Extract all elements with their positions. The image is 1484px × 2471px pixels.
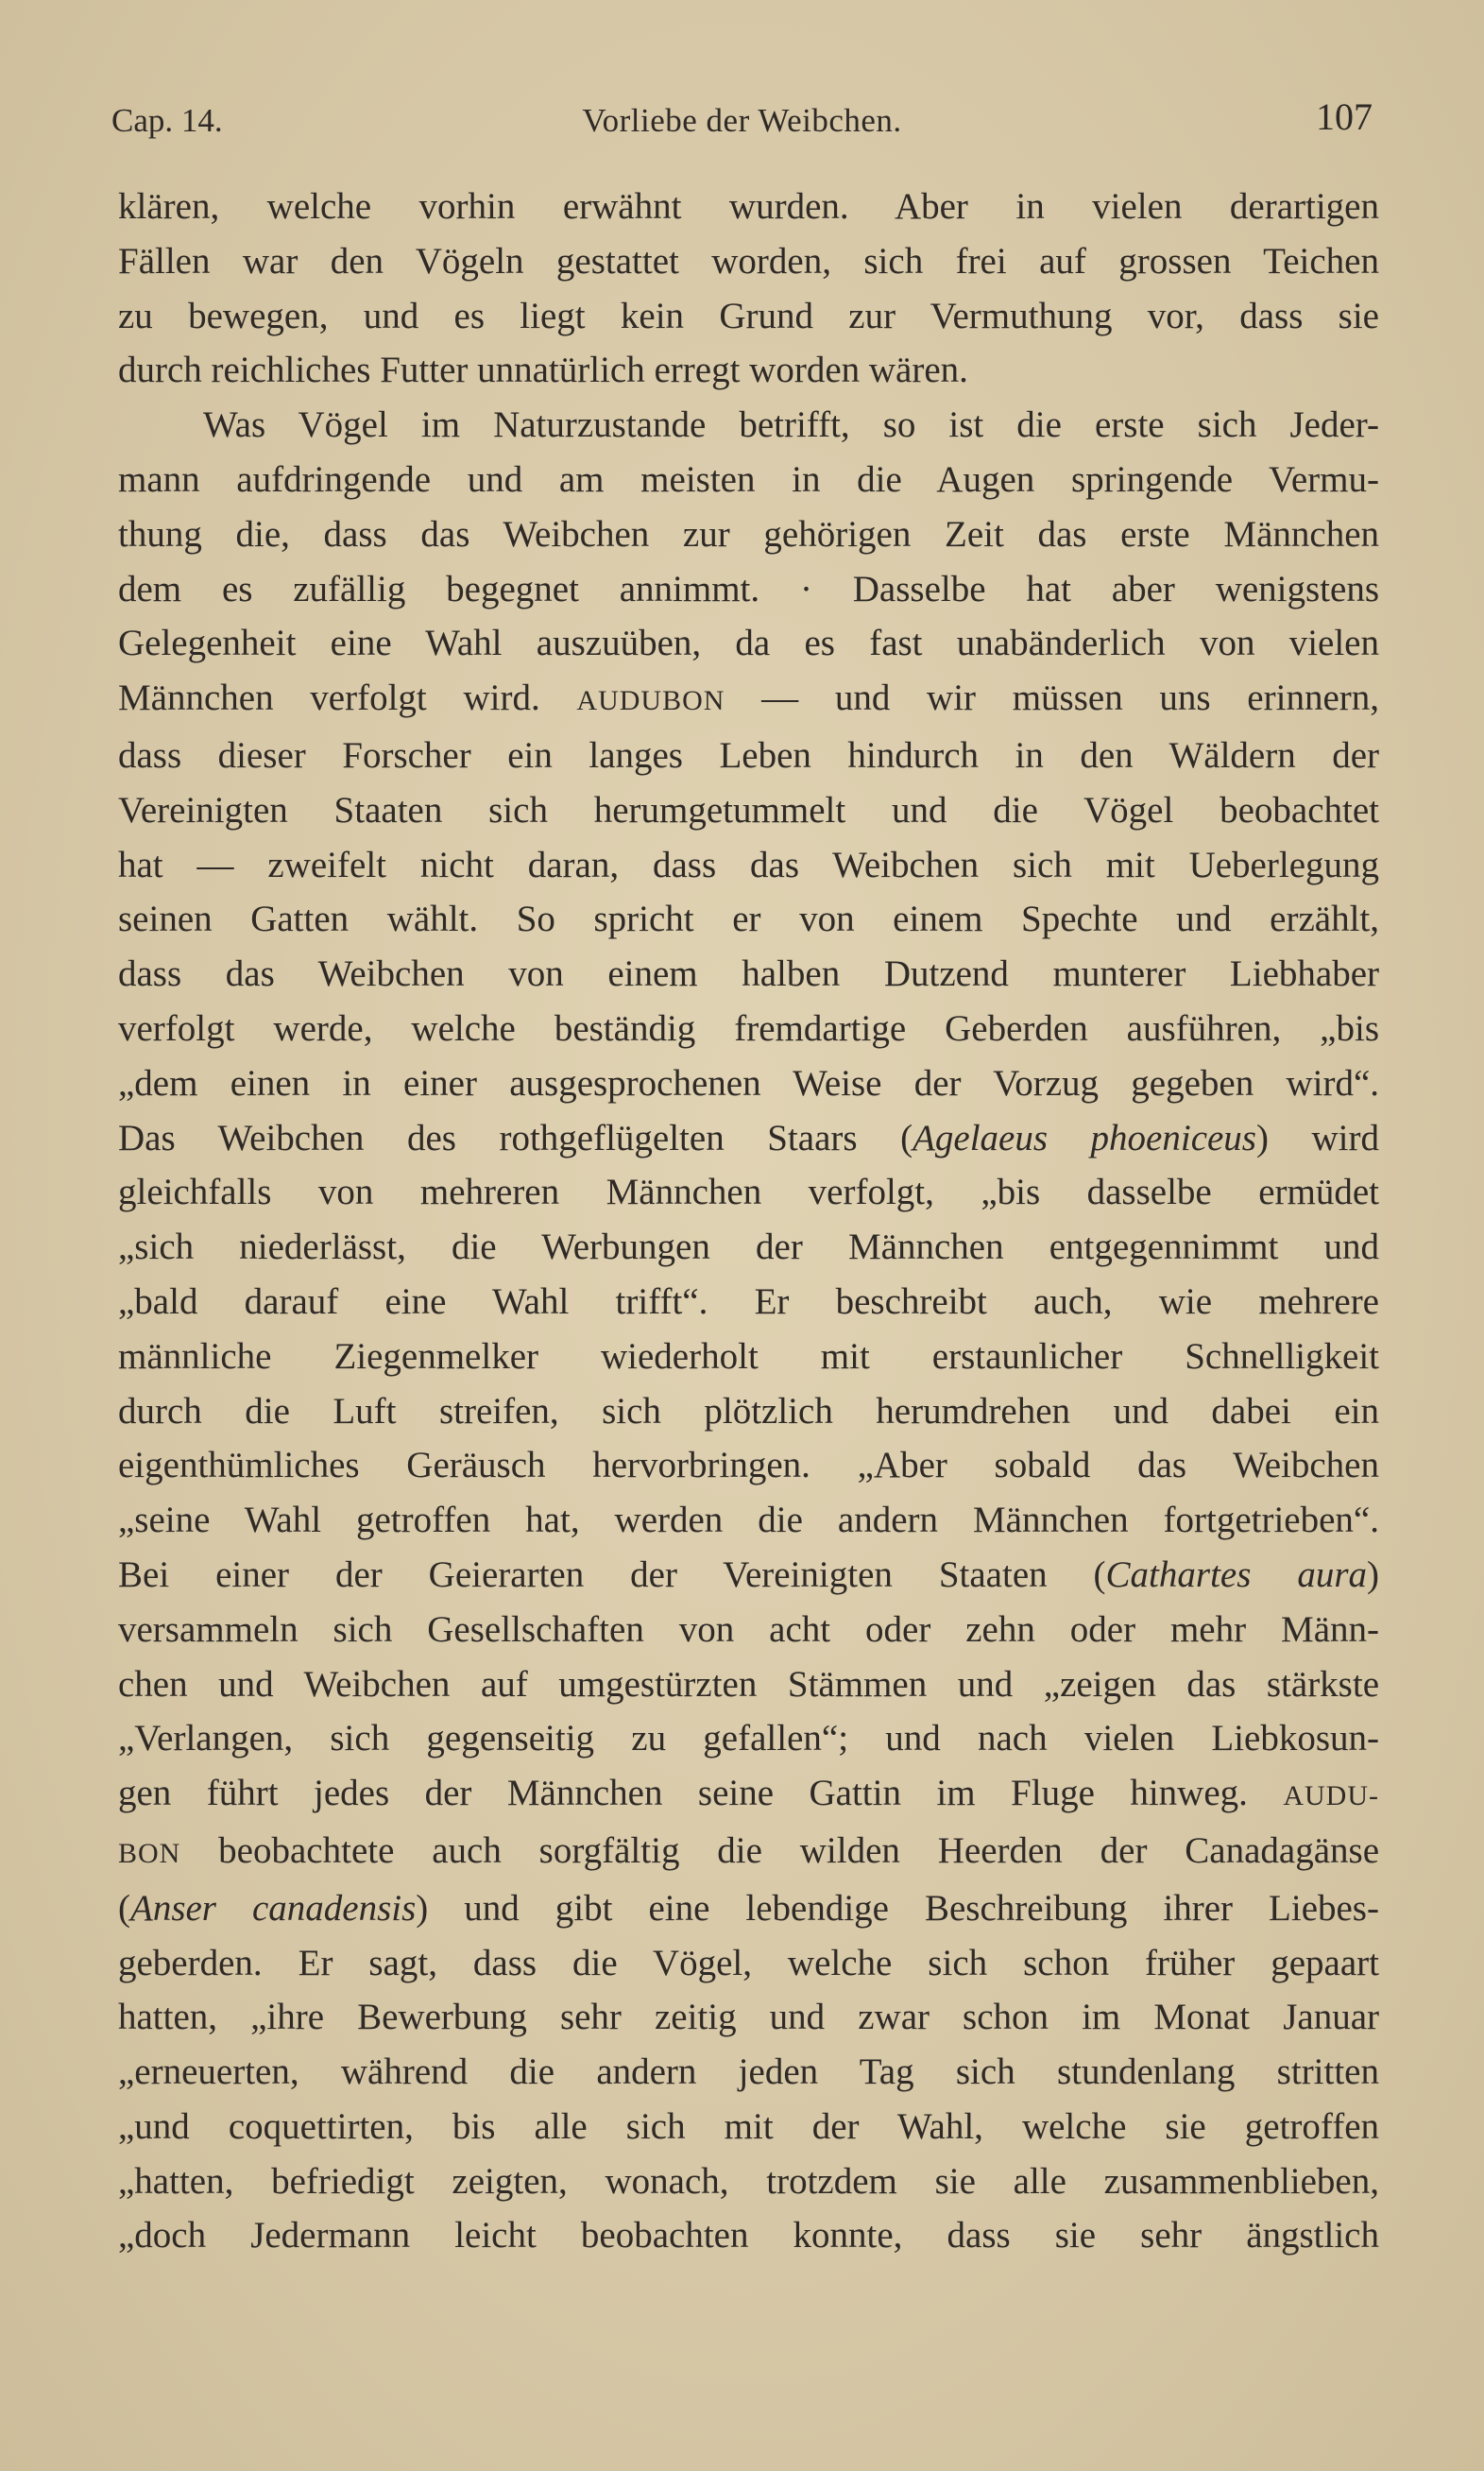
text-line xyxy=(118,1438,1379,1493)
text-run: Männchen verfolgt wird. xyxy=(118,678,577,719)
text-run: thung die, dass das Weibchen zur gehörigen Zeit das erste Männchen xyxy=(118,513,1379,555)
text-line xyxy=(118,616,1379,671)
text-line xyxy=(118,1002,1379,1056)
text-run: eigenthümliches Geräusch hervorbringen. „Aber sobald das Weibchen xyxy=(118,1445,1379,1486)
text-run: „hatten, befriedigt zeigten, wonach, trotzdem sie alle zusammenblieben, xyxy=(118,2160,1379,2202)
text-run: „erneuerten, während die andern jeden Tag sich stundenlang stritten xyxy=(118,2051,1379,2093)
text-run: ) wird xyxy=(1256,1117,1379,1158)
text-line xyxy=(118,1220,1379,1275)
text-line xyxy=(118,1330,1379,1384)
smallcaps-name: AUDU- xyxy=(1283,1780,1379,1812)
text-run: geberden. Er sagt, dass die Vögel, welche sich schon früher gepaart xyxy=(118,1942,1379,1983)
running-header xyxy=(111,94,1373,151)
text-line xyxy=(118,343,1379,398)
text-run: dem es zufällig begegnet annimmt. · Dasselbe hat aber wenigstens xyxy=(118,568,1379,609)
text-run: beobachtete auch sorgfältig die wilden Heerden der Canadagänse xyxy=(180,1829,1379,1871)
text-line xyxy=(118,1056,1379,1111)
text-run: Fällen war den Vögeln gestattet worden, sich frei auf grossen Teichen xyxy=(118,240,1379,282)
text-run: „Verlangen, sich gegenseitig zu gefallen“; und nach vielen Liebkosun- xyxy=(118,1718,1379,1759)
text-run: dass dieser Forscher ein langes Leben hindurch in den Wäldern der xyxy=(118,734,1379,776)
text-run: hatten, „ihre Bewerbung sehr zeitig und zwar schon im Monat Januar xyxy=(118,1997,1379,2038)
text-line xyxy=(118,398,1379,453)
italic-term: Agelaeus phoeniceus xyxy=(913,1117,1256,1158)
text-line xyxy=(118,1548,1379,1603)
text-run: ) und gibt eine lebendige Beschreibung ihrer Liebes- xyxy=(416,1887,1379,1929)
text-run: „bald darauf eine Wahl trifft“. Er beschreibt auch, wie mehrere xyxy=(118,1280,1379,1322)
text-line xyxy=(118,671,1379,729)
text-run: Bei einer der Geierarten der Vereinigten Staaten ( xyxy=(118,1553,1106,1595)
text-run: gen führt jedes der Männchen seine Gattin im Fluge hinweg. xyxy=(118,1773,1284,1814)
smallcaps-name: BON xyxy=(118,1837,181,1869)
text-run: durch die Luft streifen, sich plötzlich herumdrehen und dabei ein xyxy=(118,1390,1379,1432)
text-run: durch reichliches Futter unnatürlich erregt worden wären. xyxy=(118,350,968,391)
italic-term: Cathartes aura xyxy=(1105,1553,1367,1595)
chapter-label: Cap. 14. xyxy=(111,102,223,139)
text-run: Gelegenheit eine Wahl auszuüben, da es fast unabänderlich von vielen xyxy=(118,623,1379,664)
text-run: männliche Ziegenmelker wiederholt mit erstaunlicher Schnelligkeit xyxy=(118,1335,1379,1377)
text-run: ) xyxy=(1367,1553,1379,1595)
text-run: hat — zweifelt nicht daran, dass das Weibchen sich mit Ueberlegung xyxy=(118,844,1379,885)
text-line xyxy=(118,562,1379,617)
text-line xyxy=(118,1275,1379,1330)
text-line xyxy=(118,729,1379,783)
text-run: „doch Jedermann leicht beobachten konnte, dass sie sehr ängstlich xyxy=(118,2215,1379,2257)
text-line xyxy=(118,1824,1379,1881)
body-text xyxy=(118,180,1379,2263)
text-line xyxy=(118,1766,1379,1824)
italic-term: Anser canadensis xyxy=(130,1887,417,1929)
text-line xyxy=(118,1936,1379,1991)
text-run: seinen Gatten wählt. So spricht er von einem Spechte und erzählt, xyxy=(118,899,1379,940)
text-line xyxy=(118,838,1379,893)
text-line xyxy=(118,892,1379,947)
text-line xyxy=(118,1493,1379,1548)
text-line xyxy=(118,1165,1379,1220)
text-line xyxy=(118,1603,1379,1657)
text-run: klären, welche vorhin erwähnt wurden. Aber in vielen derartigen xyxy=(118,186,1379,227)
text-line xyxy=(118,2100,1379,2154)
text-run: chen und Weibchen auf umgestürzten Stämmen und „zeigen das stärkste xyxy=(118,1663,1379,1705)
text-line xyxy=(118,1111,1379,1166)
text-run: „und coquettirten, bis alle sich mit der Wahl, welche sie getroffen xyxy=(118,2105,1379,2147)
text-line xyxy=(118,1384,1379,1439)
text-line xyxy=(118,180,1379,234)
text-run: „seine Wahl getroffen hat, werden die andern Männchen fortgetrieben“. xyxy=(118,1500,1379,1541)
smallcaps-name: AUDUBON xyxy=(576,685,725,717)
text-run: ( xyxy=(118,1887,130,1929)
text-run: dass das Weibchen von einem halben Dutzend munterer Liebhaber xyxy=(118,953,1379,995)
text-line xyxy=(118,507,1379,562)
text-line xyxy=(118,453,1379,507)
text-run: versammeln sich Gesellschaften von acht oder zehn oder mehr Männ- xyxy=(118,1608,1379,1650)
text-line xyxy=(118,1881,1379,1936)
text-run: Das Weibchen des rothgeflügelten Staars ( xyxy=(118,1117,913,1158)
text-run: verfolgt werde, welche beständig fremdartige Geberden ausführen, „bis xyxy=(118,1007,1379,1049)
text-line xyxy=(118,947,1379,1002)
text-run: „dem einen in einer ausgesprochenen Weise der Vorzug gegeben wird“. xyxy=(118,1062,1379,1104)
text-line xyxy=(118,1711,1379,1766)
text-line xyxy=(118,1990,1379,2045)
text-run: zu bewegen, und es liegt kein Grund zur Vermuthung vor, dass sie xyxy=(118,295,1379,336)
text-line xyxy=(118,783,1379,838)
text-run: gleichfalls von mehreren Männchen verfolgt, „bis dasselbe ermüdet xyxy=(118,1172,1379,1213)
page-number: 107 xyxy=(1316,95,1373,138)
text-run: Was Vögel im Naturzustande betrifft, so ist die erste sich Jeder- xyxy=(203,404,1379,446)
text-run: mann aufdringende und am meisten in die Augen springende Vermu- xyxy=(118,458,1379,500)
text-line xyxy=(118,234,1379,289)
text-run: Vereinigten Staaten sich herumgetummelt und die Vögel beobachtet xyxy=(118,789,1379,831)
text-line xyxy=(118,2208,1379,2263)
text-run: — und wir müssen uns erinnern, xyxy=(725,678,1379,719)
text-line xyxy=(118,1657,1379,1712)
text-line xyxy=(118,2154,1379,2209)
text-line xyxy=(118,289,1379,344)
text-run: „sich niederlässt, die Werbungen der Männchen entgegennimmt und xyxy=(118,1227,1379,1268)
running-title: Vorliebe der Weibchen. xyxy=(582,102,902,139)
text-line xyxy=(118,2045,1379,2100)
